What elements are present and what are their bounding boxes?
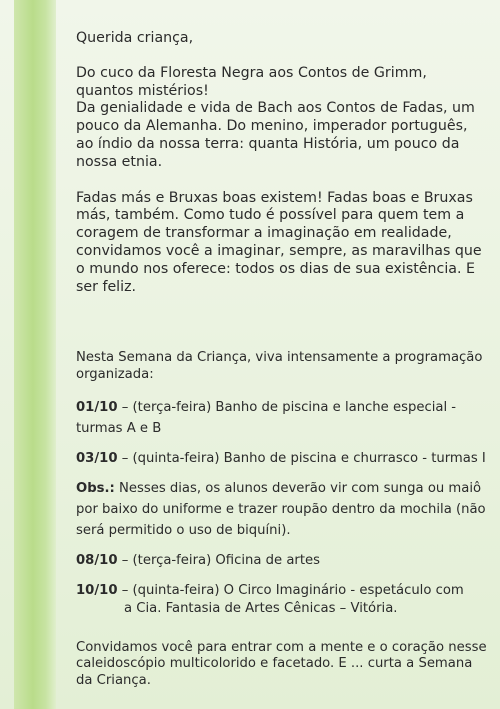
schedule-item-0810 [76, 550, 488, 571]
schedule-item-1010 [76, 580, 488, 618]
schedule-date: 03/10 [76, 451, 118, 467]
schedule-note [76, 478, 488, 541]
green-side-stripe [14, 0, 56, 709]
schedule-item-0101 [76, 397, 488, 439]
closing-paragraph: Convidamos você para entrar com a mente e o coração nesse caleidoscópio multicolorido e facetado. E ... curta a Semana da Criança. [76, 639, 487, 688]
schedule-intro: Nesta Semana da Criança, viva intensamente a programação organizada: [76, 350, 483, 382]
letter-content [76, 30, 488, 689]
paragraph-1 [76, 65, 488, 172]
note-label: Obs.: [76, 481, 115, 497]
schedule-text: – (quinta-feira) Banho de piscina e churrasco - turmas I [117, 451, 486, 467]
paragraph-1-line-2: quantos mistérios! [76, 82, 209, 99]
paragraph-1-line-1: Do cuco da Floresta Negra aos Contos de Grimm, [76, 64, 427, 81]
schedule-date: 10/10 [76, 583, 118, 599]
paragraph-2: Fadas más e Bruxas boas existem! Fadas boas e Bruxas más, também. Como tudo é possível para quem tem a coragem de transformar a imaginação em realidade, convidamos você a imaginar, sempre, as maravilhas que o mundo nos oferece: todos os dias de sua existência. E ser feliz. [76, 189, 482, 295]
schedule-text: – (terça-feira) Oficina de artes [117, 553, 320, 569]
paragraph-1-rest: Da genialidade e vida de Bach aos Contos de Fadas, um pouco da Alemanha. Do menino, imperador português, ao índio da nossa terra: quanta História, um pouco da nossa etnia. [76, 100, 475, 170]
schedule-date: 01/10 [76, 400, 118, 416]
schedule-text: – (terça-feira) Banho de piscina e lanche especial - turmas A e B [76, 400, 457, 437]
note-text: Nesses dias, os alunos deverão vir com sunga ou maiô por baixo do uniforme e trazer roupão dentro da mochila (não será permitido o uso de biquíni). [76, 481, 486, 539]
greeting: Querida criança, [76, 30, 194, 46]
schedule-item-0310 [76, 448, 488, 469]
schedule-date: 08/10 [76, 553, 118, 569]
schedule-text-line-2: a Cia. Fantasia de Artes Cênicas – Vitória. [124, 601, 398, 617]
schedule-text: – (quinta-feira) O Circo Imaginário - espetáculo com [117, 583, 464, 599]
